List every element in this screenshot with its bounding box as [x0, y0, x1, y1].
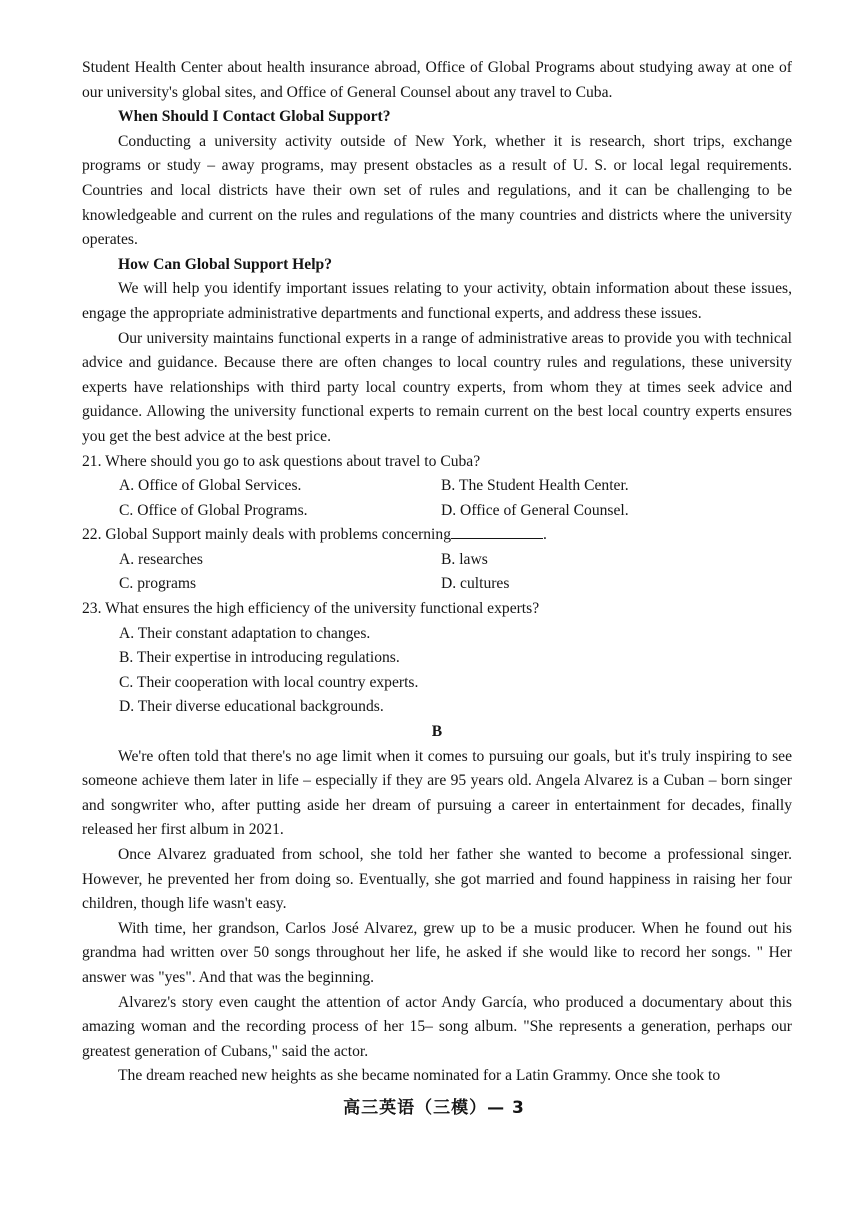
heading-how-help: How Can Global Support Help?	[118, 255, 333, 273]
q23-option-a: A. Their constant adaptation to changes.	[119, 624, 371, 642]
question-21: 21. Where should you go to ask questions about travel to Cuba?	[82, 452, 481, 470]
passage-b-paragraph-1: We're often told that there's no age limit when it comes to pursuing our goals, but it's truly inspiring to see someone achieve them later in life – especially if they are 95 years old. Angela Alvarez is a Cuban – born singer and songwriter who, after putting aside her dream of pursuing a career in entertainment for decades, finally released her first album in 2021.	[82, 747, 792, 839]
q22-option-a: A. researches	[119, 550, 203, 568]
passage-b-paragraph-5: The dream reached new heights as she became nominated for a Latin Grammy. Once she took to	[118, 1067, 721, 1085]
question-22-options	[82, 548, 792, 597]
question-21-options	[82, 474, 792, 523]
q21-option-c: C. Office of Global Programs.	[119, 501, 308, 519]
passage-b-paragraph-2: Once Alvarez graduated from school, she told her father she wanted to become a professional singer. However, he prevented her from doing so. Eventually, she got married and found happiness in raising her four children, though life wasn't easy.	[82, 846, 792, 913]
passage-b-paragraph-4: Alvarez's story even caught the attention of actor Andy García, who produced a documentary about this amazing woman and the recording process of her 15– song album. "She represents a generation, perhaps our greatest generation of Cubans," said the actor.	[82, 993, 792, 1060]
answer-blank	[451, 524, 543, 539]
section-b-title: B	[431, 723, 443, 741]
paragraph-how-help-1: We will help you identify important issues relating to your activity, obtain information about these issues, engage the appropriate administrative departments and functional experts, and address these issues.	[82, 280, 792, 322]
question-22: 22. Global Support mainly deals with problems concerning .	[82, 526, 547, 544]
q22-option-b: B. laws	[441, 550, 488, 568]
q22-option-d: D. cultures	[441, 575, 510, 593]
intro-paragraph: Student Health Center about health insurance abroad, Office of Global Programs about studying away at one of our university's global sites, and Office of General Counsel about any travel to Cuba.	[82, 59, 792, 101]
q23-option-b: B. Their expertise in introducing regulations.	[119, 649, 400, 667]
q21-option-a: A. Office of Global Services.	[119, 477, 302, 495]
question-23: 23. What ensures the high efficiency of the university functional experts?	[82, 600, 540, 618]
paragraph-when-contact: Conducting a university activity outside of New York, whether it is research, short trips, exchange programs or study – away programs, may present obstacles as a result of U. S. or local legal requirements. Countries and local districts have their own set of rules and regulations, and it can be challenging to be knowledgeable and current on the rules and regulations of the many countries and districts where the university operates.	[82, 132, 792, 249]
q22-option-c: C. programs	[119, 575, 197, 593]
q23-option-c: C. Their cooperation with local country experts.	[119, 673, 419, 691]
paragraph-how-help-2: Our university maintains functional experts in a range of administrative areas to provide you with technical advice and guidance. Because there are often changes to local country rules and regulations, these university experts have relationships with third party local country experts, from whom they at times seek advice and guidance. Allowing the university functional experts to remain current on the best local country experts ensures you get the best advice at the best price.	[82, 329, 792, 445]
passage-b-paragraph-3: With time, her grandson, Carlos José Alvarez, grew up to be a music producer. When he found out his grandma had written over 50 songs throughout her life, he asked if she would like to record her songs. " Her answer was "yes". And that was the beginning.	[82, 919, 792, 986]
q23-option-d: D. Their diverse educational backgrounds.	[119, 698, 384, 716]
q21-option-d: D. Office of General Counsel.	[441, 501, 629, 519]
question-22-stem: 22. Global Support mainly deals with problems concerning	[82, 526, 451, 544]
heading-when-contact: When Should I Contact Global Support?	[118, 108, 391, 126]
q21-option-b: B. The Student Health Center.	[441, 477, 629, 495]
page-footer: 高三英语（三模）— 3	[343, 1098, 525, 1118]
